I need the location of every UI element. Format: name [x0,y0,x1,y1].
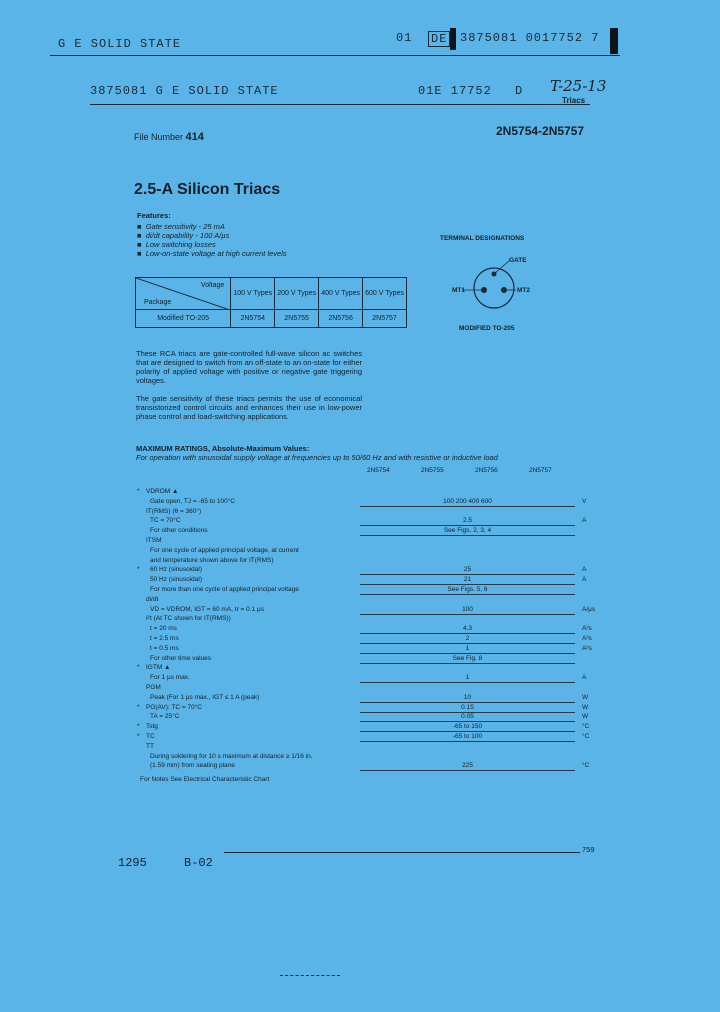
terminal-caption: MODIFIED TO-205 [459,325,515,332]
leader-line [360,535,575,536]
rating-label: TT [146,742,154,750]
rating-unit: A/µs [582,605,596,613]
header-company: G E SOLID STATE [58,37,182,51]
table-cell: 2N5755 [275,310,319,328]
rating-value: 25 [463,566,472,574]
ratings-col: 2N5754 [367,467,390,474]
file-number-label: File Number [134,132,184,142]
scan-artifact [280,975,340,976]
rating-label: VD = VDROM, IGT = 60 mA, tr = 0.1 µs [150,605,264,613]
rating-unit: W [582,693,589,701]
rating-mark: * [137,703,140,711]
rating-label: For one cycle of applied principal voltage, at current [150,546,299,554]
rating-unit: °C [582,723,590,731]
ratings-heading: MAXIMUM RATINGS, Absolute-Maximum Values: [136,444,310,453]
rating-label: For other conditions [150,527,208,535]
leader-line [360,741,575,742]
voltage-table [135,277,407,328]
rating-mark: * [137,488,140,495]
rating-label: TC [146,733,155,740]
rating-unit: A [582,566,587,574]
leader-line [360,506,575,507]
rating-value: 100 [462,605,473,613]
rating-label: TA = 25°C [150,713,180,721]
rating-label: (1.59 mm) from seating plane [150,762,235,770]
table-header: 400 V Types [319,278,363,310]
rating-label: t = 2.5 ms [150,635,179,642]
rating-value: 2 [465,635,470,642]
table-corner-cell [136,278,231,310]
category-label: Triacs [562,96,586,105]
rating-value: 100 200 400 600 [443,497,492,505]
rating-value: -65 to 150 [452,723,483,731]
rating-unit: °C [582,733,590,740]
rating-unit: A²s [582,644,592,652]
ratings-col: 2N5756 [475,467,498,474]
feature-item: ■ Gate sensitivity - 25 mA [137,222,225,231]
rating-label: I²t (At TC shown for IT(RMS)) [146,615,231,623]
rating-label: For 1 µs max. [150,674,190,682]
corner-bottom-label: Package [144,299,172,306]
rating-unit: A [582,517,587,525]
rating-unit: A²s [582,635,592,642]
table-header: 100 V Types [231,278,275,310]
rating-label: Gate open, TJ = -65 to 100°C [150,497,236,505]
terminal-gate: GATE [509,257,527,264]
description-para-1: These RCA triacs are gate-controlled full-wave silicon ac switches that are designed to switch from an off-state to an on-state for either polarity of applied voltage with positive or negative gate triggering voltages. [136,349,362,385]
rating-mark: * [137,664,140,672]
features-list [137,222,287,258]
header-code-2: 01E 17752 [418,84,492,98]
table-header: 200 V Types [275,278,319,310]
rating-value: 1 [465,674,470,682]
rating-label: During soldering for 10 s maximum at distance ≥ 1/16 in. [150,752,313,760]
rating-value: 0.15 [461,703,474,711]
rating-label: VDROM ▲ [146,488,179,495]
rating-unit: °C [582,762,590,770]
rating-label: and temperature shown above for IT(RMS) [150,556,274,564]
page-number: 759 [582,845,595,854]
leader-line [360,614,575,615]
rating-label: IT(RMS) (θ = 360°) [146,507,202,515]
ratings-footnote: For Notes See Electrical Characteristic Chart [140,776,270,783]
rating-value: 2.5 [462,517,473,525]
ratings-subheading: For operation with sinusoidal supply voltage at frequencies up to 50/60 Hz and with resistive or inductive load [136,453,498,462]
table-header: 600 V Types [363,278,407,310]
terminal-mt1: MT1 [452,287,465,294]
rating-unit: A [582,674,587,682]
rating-label: PGM [146,684,161,691]
feature-item: ■ Low-on-state voltage at high current levels [137,249,287,258]
rating-unit: A²s [582,625,592,633]
feature-item: ■ di/dt capability - 100 A/µs [137,231,230,240]
table-cell: 2N5756 [319,310,363,328]
part-range: 2N5754-2N5757 [496,124,585,138]
leader-line [360,594,575,595]
leader-line [360,770,575,771]
rating-label: IGTM ▲ [146,664,171,672]
rating-value: -65 to 100 [452,733,483,740]
page-title: 2.5-A Silicon Triacs [134,181,281,198]
leader-line [360,682,575,683]
header-rule-2 [90,104,590,105]
features-heading: Features: [137,211,171,220]
rating-mark: * [137,723,140,731]
rating-mark: * [137,733,140,740]
rating-label: For other time values [150,654,212,662]
terminal-mt2: MT2 [517,287,530,294]
rating-value: 10 [463,693,472,701]
rating-value: See Fig. 8 [452,654,483,662]
header-code-prefix: 01 [396,31,413,45]
rating-value: 1 [465,644,470,652]
table-row-label: Modified TO-205 [136,310,231,328]
rating-unit: A [582,576,587,584]
header-rule-top [50,55,620,56]
rating-unit: V [582,497,587,505]
footer-left: 1295 [118,856,147,870]
header-d: D [515,84,524,98]
rating-label: t = 0.5 ms [150,644,179,652]
leader-line [360,663,575,664]
header-de-box: DE [428,31,450,47]
rating-unit: W [582,713,589,721]
feature-item: ■ Low switching losses [137,240,216,249]
header-mark-bar [450,28,456,50]
rating-label: PG(AV): TC = 70°C [146,703,202,711]
rating-value: 21 [463,576,472,584]
rating-label: For more than one cycle of applied principal voltage [150,586,299,593]
description-para-2: The gate sensitivity of these triacs permits the use of economical transistorized control circuits and enhances their use in low-power phase control and load-switching applications. [136,394,362,421]
ratings-col: 2N5755 [421,467,444,474]
rating-label: Tstg [146,723,158,731]
footer-code: B-02 [184,856,213,870]
rating-label: 50 Hz (sinusoidal) [150,576,203,584]
rating-value: See Figs. 5, 6 [447,586,488,593]
ratings-col: 2N5757 [529,467,552,474]
rating-label: Peak (For 1 µs max., IGT ≤ 1 A (peak) [150,693,260,701]
rating-label: t = 20 ms [150,625,177,633]
table-cell: 2N5754 [231,310,275,328]
rating-unit: W [582,703,589,711]
rating-label: ITSM [146,537,162,544]
table-cell: 2N5757 [363,310,407,328]
file-number: 414 [185,131,204,143]
terminal-diagram [450,250,550,330]
rating-label: di/dt [146,595,159,603]
header-doc-id: 3875081 0017752 7 [460,31,600,45]
footer-rule [224,852,580,853]
rating-value: See Figs. 2, 3, 4 [443,527,492,535]
rating-mark: * [137,566,140,574]
rating-value: 0.05 [461,713,474,721]
rating-value: 4.3 [462,625,473,633]
rating-label: 60 Hz (sinusoidal) [150,566,203,574]
rating-label: TC = 70°C [150,517,181,525]
header-right-bar [610,28,618,54]
terminal-heading: TERMINAL DESIGNATIONS [440,235,525,242]
handwritten-note: T-25-13 [550,77,607,95]
header-company-2: 3875081 G E SOLID STATE [90,84,279,98]
corner-top-label: Voltage [200,282,225,289]
rating-value: 225 [462,762,473,770]
